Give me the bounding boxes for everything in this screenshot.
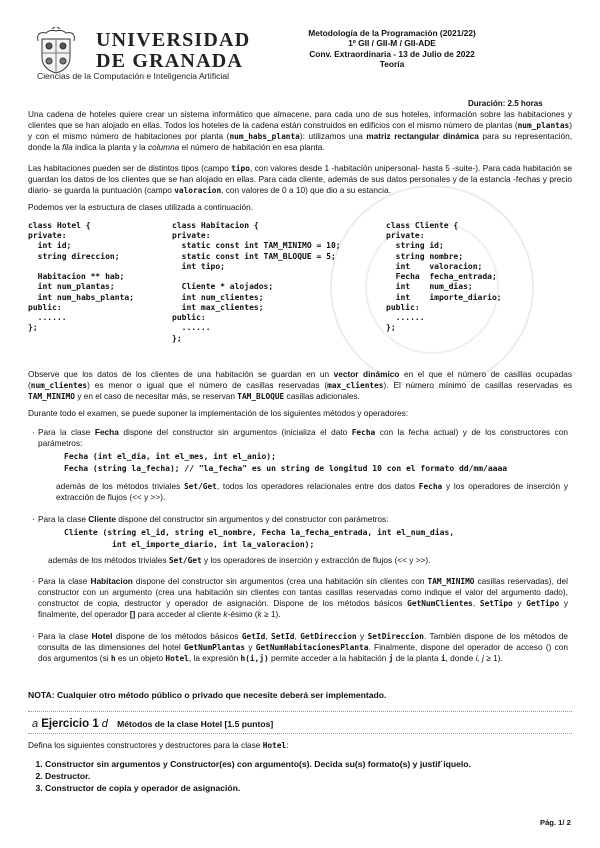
exam-header [282,28,502,69]
vector-paragraph: Observe que los datos de los clientes de una habitación se guardan en un vector dinámico en el que el número de casillas ocupadas (num_clientes) es menor o igual que el número de casillas reservadas (max_clientes). El número mínimo de casillas reservadas es TAM_MINIMO y en el caso de necesitar más, se reservan TAM_BLOQUE casillas adicionales. [28,369,572,401]
exercise-subtitle: Métodos de la clase Hotel [1.5 puntos] [117,719,274,729]
bullet-dot: · [32,514,35,524]
class-habitacion-code: class Habitacion { private: static const int TAM_MINIMO = 10; static const int TAM_BLOQUE = 5; int tipo; Cliente * alojados; int num_clientes; int max_clientes; public: ...... }; [172,221,341,343]
exam-call: Conv. Extraordinaria - 13 de Julio de 2022 [309,48,475,59]
bullet-dot: · [32,576,35,586]
assumption-text: Durante todo el examen, se puede suponer la implementación de los siguientes métodos y operadores: [28,408,409,418]
university-name-line1: UNIVERSIDAD [96,29,251,51]
exercise-intro: Defina los siguientes constructores y destructores para la clase Hotel: [28,740,289,750]
fecha-constructor-1: Fecha (int el_dia, int el_mes, int el_anio); [64,452,276,461]
fecha-constructor-2: Fecha (string la_fecha); // "la_fecha" es un string de longitud 10 con el formato dd/mm/aaaa [64,464,508,473]
exercise-mark-left: a [32,718,39,730]
section-divider-2 [28,733,572,734]
exercise-1-title [32,717,273,732]
exercise-item-2: 2. Destructor. [45,770,471,782]
intro-paragraph-3: Podemos ver la estructura de clases utilizada a continuación. [28,202,254,212]
bullet-hotel: · Para la clase Hotel dispone de los métodos básicos GetId, SetId, GetDireccion y SetDireccion. También dispone de los métodos de consulta de las dimensiones del hotel GetNumPlantas y GetNumHabitacionesPlanta. Finalmente, dispone del operador de acceso () con dos argumentos (si h es un objeto Hotel, la expresión h(i,j) permite acceder a la habitación j de la planta i, donde i, j ≥ 1). [32,631,569,663]
exam-duration: Duración: 2.5 horas [468,99,543,108]
exercise-mark-right: d [101,718,108,730]
university-name-line2: DE GRANADA [96,50,243,72]
page-number: Pág. 1/ 2 [540,818,571,827]
cliente-constructor-line2: int el_importe_diario, int la_valoracion); [112,540,315,549]
university-logo [34,27,274,85]
section-divider [28,711,572,712]
course-title: Metodología de la Programación (2021/22) [308,28,476,38]
bullet-dot: · [32,427,35,437]
exercise-items [28,758,471,794]
bullet-habitacion: · Para la clase Habitacion dispone del constructor sin argumentos (crea una habitación sin clientes con TAM_MINIMO casillas reservadas), del constructor con un argumento (crea una habitación sin clientes con tantas casillas reservadas como indique el valor del argumento dado), constructor de copia, destructor y operador de asignación. Dispone de los métodos básicos GetNumClientes, SetTipo y GetTipo y finalmente, del operador [] para acceder al cliente k-ésimo (k ≥ 1). [32,576,568,619]
bullet-dot: · [32,631,35,641]
intro-paragraph-2: Las habitaciones pueden ser de distintos tipos (campo tipo, con valores desde 1 -habitación unipersonal- hasta 5 -suite-). Para cada habitación se guardan los datos de los clientes que se han alojado en ellas. Para cada cliente, además de sus datos personales y de la estancia -fechas y precio diario- se guarda la puntuación (campo valoracion, con valores de 0 a 10) que dio a su estancia. [28,163,572,195]
exam-type: Teoría [379,58,405,69]
cliente-extra-methods: además de los métodos triviales Set/Get y los operadores de inserción y extracción de flujos (<< y >>). [48,555,431,565]
degrees: 1º GII / GII-M / GII-ADE [348,38,436,49]
department-name: Ciencias de la Computación e Inteligencia Artificial [37,71,230,81]
class-cliente-code: class Cliente { private: string id; string nombre; int valoracion; Fecha fecha_entrada; int num_dias; int importe_diario; public: ...... }; [386,221,502,333]
exercise-number: Ejercicio 1 [41,718,99,730]
class-hotel-code: class Hotel { private: int id; string direccion; Habitacion ** hab; int num_plantas; int num_habs_planta; public: ...... }; [28,221,134,333]
nota-text: NOTA: Cualquier otro método público o privado que necesite deberá ser implementado. [28,690,387,700]
intro-paragraph-1: Una cadena de hoteles quiere crear un sistema informático que almacene, para cada uno de sus hoteles, información sobre las habitaciones y clientes que se han alojado en ellas. Todos los hoteles de la cadena están construidos en edificios con el mismo número de plantas (num_plantas) y con el mismo número de habitaciones por planta (num_habs_planta): utilizamos una matriz rectangular dinámica para su representación, donde la fila indica la planta y la columna el número de habitación en esa planta. [28,109,573,152]
bullet-fecha: · Para la clase Fecha dispone del constructor sin argumentos (inicializa el dato Fecha con la fecha actual) y de los constructores con parámetros: [32,427,568,448]
bullet-cliente: · Para la clase Cliente dispone del constructor sin argumentos y del constructor con parámetros: [32,514,389,524]
exercise-item-3: 3. Constructor de copia y operador de asignación. [45,782,471,794]
cliente-constructor-line1: Cliente (string el_id, string el_nombre, Fecha la_fecha_entrada, int el_num_dias, [64,528,455,537]
university-crest-icon [34,27,78,75]
exercise-item-1: 1. Constructor sin argumentos y Constructor(es) con argumento(s). Decida su(s) formato(s) y justif´iquelo. [45,758,471,770]
fecha-extra-methods: además de los métodos triviales Set/Get, todos los operadores relacionales entre dos datos Fecha y los operadores de inserción y extracción de flujos (<< y >>). [56,481,568,502]
